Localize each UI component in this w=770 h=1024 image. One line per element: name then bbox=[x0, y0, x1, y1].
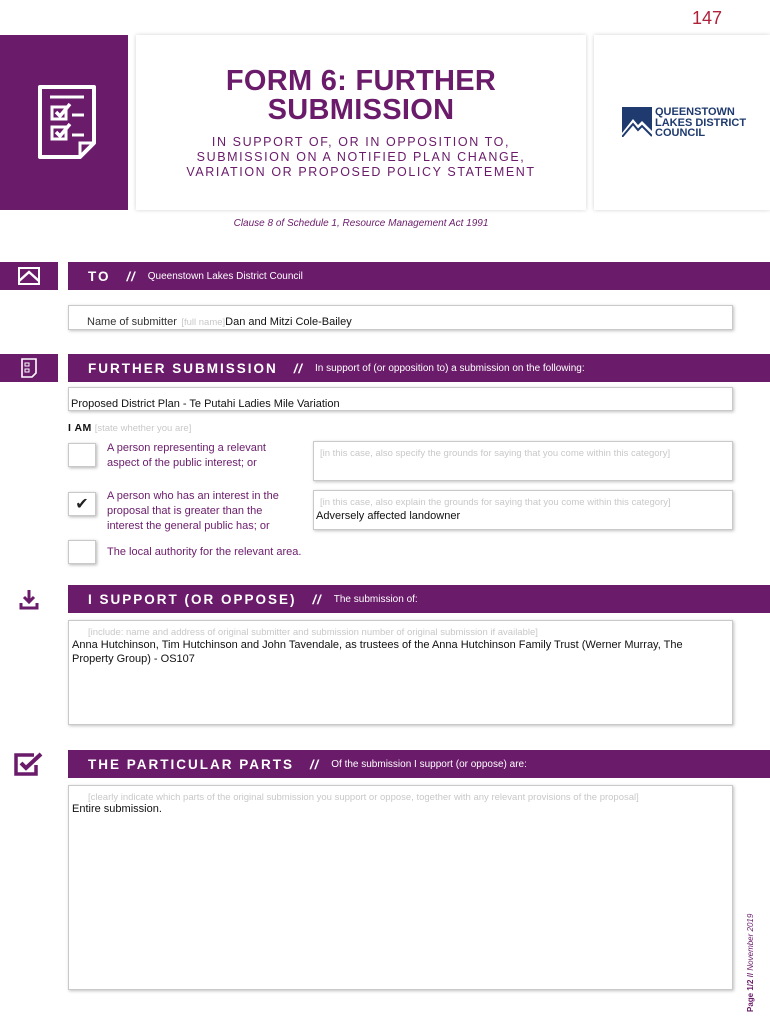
i-am-label: I AM bbox=[68, 422, 92, 434]
to-section-separator: // bbox=[126, 268, 136, 284]
header-title-panel bbox=[136, 35, 586, 210]
i-am-row bbox=[68, 422, 191, 434]
greater-interest-label: A person who has an interest in the proposal that is greater than the interest the general public has; or bbox=[107, 490, 279, 532]
parts-section-description: Of the submission I support (or oppose) are: bbox=[331, 758, 527, 770]
page-number: 147 bbox=[691, 8, 722, 28]
mountain-icon bbox=[18, 267, 40, 285]
document-checklist-icon bbox=[21, 358, 37, 378]
council-logo-text: QUEENSTOWN LAKES DISTRICT COUNCIL bbox=[655, 106, 747, 139]
original-submission-field[interactable] bbox=[68, 620, 733, 725]
local-authority-checkbox[interactable] bbox=[68, 540, 96, 564]
submitter-name-label: Name of submitter bbox=[87, 316, 177, 328]
particular-parts-placeholder: [clearly indicate which parts of the original submission you support or oppose, together with any relevant provisions of the proposal] bbox=[88, 792, 639, 803]
public-interest-grounds-placeholder: [in this case, also specify the grounds for saying that you come within this category] bbox=[320, 448, 671, 459]
greater-interest-grounds-field[interactable] bbox=[313, 490, 733, 530]
page-footer bbox=[746, 914, 755, 1012]
local-authority-label: The local authority for the relevant area. bbox=[107, 546, 302, 558]
checkbox-tick-icon bbox=[14, 752, 44, 776]
to-section-title: TO bbox=[88, 268, 111, 284]
further-section-separator: // bbox=[293, 360, 303, 376]
download-icon bbox=[18, 588, 40, 610]
footer-date: November 2019 bbox=[746, 913, 755, 971]
parts-section-separator: // bbox=[310, 756, 320, 772]
greater-interest-grounds-placeholder: [in this case, also explain the grounds for saying that you come within this category] bbox=[320, 497, 671, 508]
particular-parts-value: Entire submission. bbox=[72, 803, 162, 815]
support-section-icon-tab bbox=[0, 585, 58, 613]
to-section-description: Queenstown Lakes District Council bbox=[147, 270, 303, 282]
support-section-separator: // bbox=[312, 591, 322, 607]
to-section-bar bbox=[68, 262, 770, 290]
i-am-placeholder: [state whether you are] bbox=[94, 423, 192, 434]
support-section-description: The submission of: bbox=[333, 593, 418, 605]
further-section-title: FURTHER SUBMISSION bbox=[88, 360, 278, 376]
checklist-document-icon bbox=[36, 83, 98, 161]
parts-section-icon-tab bbox=[0, 750, 58, 778]
to-section-icon-tab bbox=[0, 262, 58, 290]
greater-interest-grounds-value: Adversely affected landowner bbox=[316, 510, 461, 522]
further-section-description: In support of (or opposition to) a submission on the following: bbox=[315, 362, 585, 374]
header-icon-panel bbox=[0, 35, 128, 210]
original-submission-placeholder: [include: name and address of original submitter and submission number of original submission if available] bbox=[88, 627, 538, 638]
public-interest-grounds-field[interactable] bbox=[313, 441, 733, 481]
submitter-name-value: Dan and Mitzi Cole-Bailey bbox=[225, 316, 352, 328]
form-subtitle: IN SUPPORT OF, OR IN OPPOSITION TO, SUBMISSION ON A NOTIFIED PLAN CHANGE, VARIATION OR PROPOSED POLICY STATEMENT bbox=[186, 135, 536, 179]
plan-field[interactable] bbox=[68, 387, 733, 411]
support-section-title: I SUPPORT (OR OPPOSE) bbox=[88, 591, 297, 607]
particular-parts-field[interactable] bbox=[68, 785, 733, 990]
plan-value: Proposed District Plan - Te Putahi Ladies Mile Variation bbox=[71, 398, 340, 410]
further-section-icon-tab bbox=[0, 354, 58, 382]
form-title: FORM 6: FURTHER SUBMISSION bbox=[225, 65, 497, 126]
footer-page: Page 1/2 bbox=[746, 979, 755, 1012]
support-section-bar bbox=[68, 585, 770, 613]
public-interest-label: A person representing a relevant aspect of the public interest; or bbox=[107, 442, 266, 469]
clause-reference: Clause 8 of Schedule 1, Resource Management Act 1991 bbox=[233, 218, 489, 229]
parts-section-title: THE PARTICULAR PARTS bbox=[88, 756, 294, 772]
submitter-name-field[interactable] bbox=[68, 305, 733, 330]
public-interest-checkbox[interactable] bbox=[68, 443, 96, 467]
greater-interest-checkbox[interactable]: ✔ bbox=[68, 492, 96, 516]
further-section-bar bbox=[68, 354, 770, 382]
council-logo bbox=[622, 107, 746, 139]
council-logo-panel bbox=[594, 35, 770, 210]
footer-separator: // bbox=[746, 972, 755, 978]
original-submission-value: Anna Hutchinson, Tim Hutchinson and John Tavendale, as trustees of the Anna Hutchinson Family Trust (Werner Murray, The Property Group) - OS107 bbox=[72, 639, 683, 665]
submitter-name-placeholder: [full name] bbox=[181, 317, 226, 328]
parts-section-bar bbox=[68, 750, 770, 778]
mountain-logo-icon bbox=[622, 107, 652, 137]
